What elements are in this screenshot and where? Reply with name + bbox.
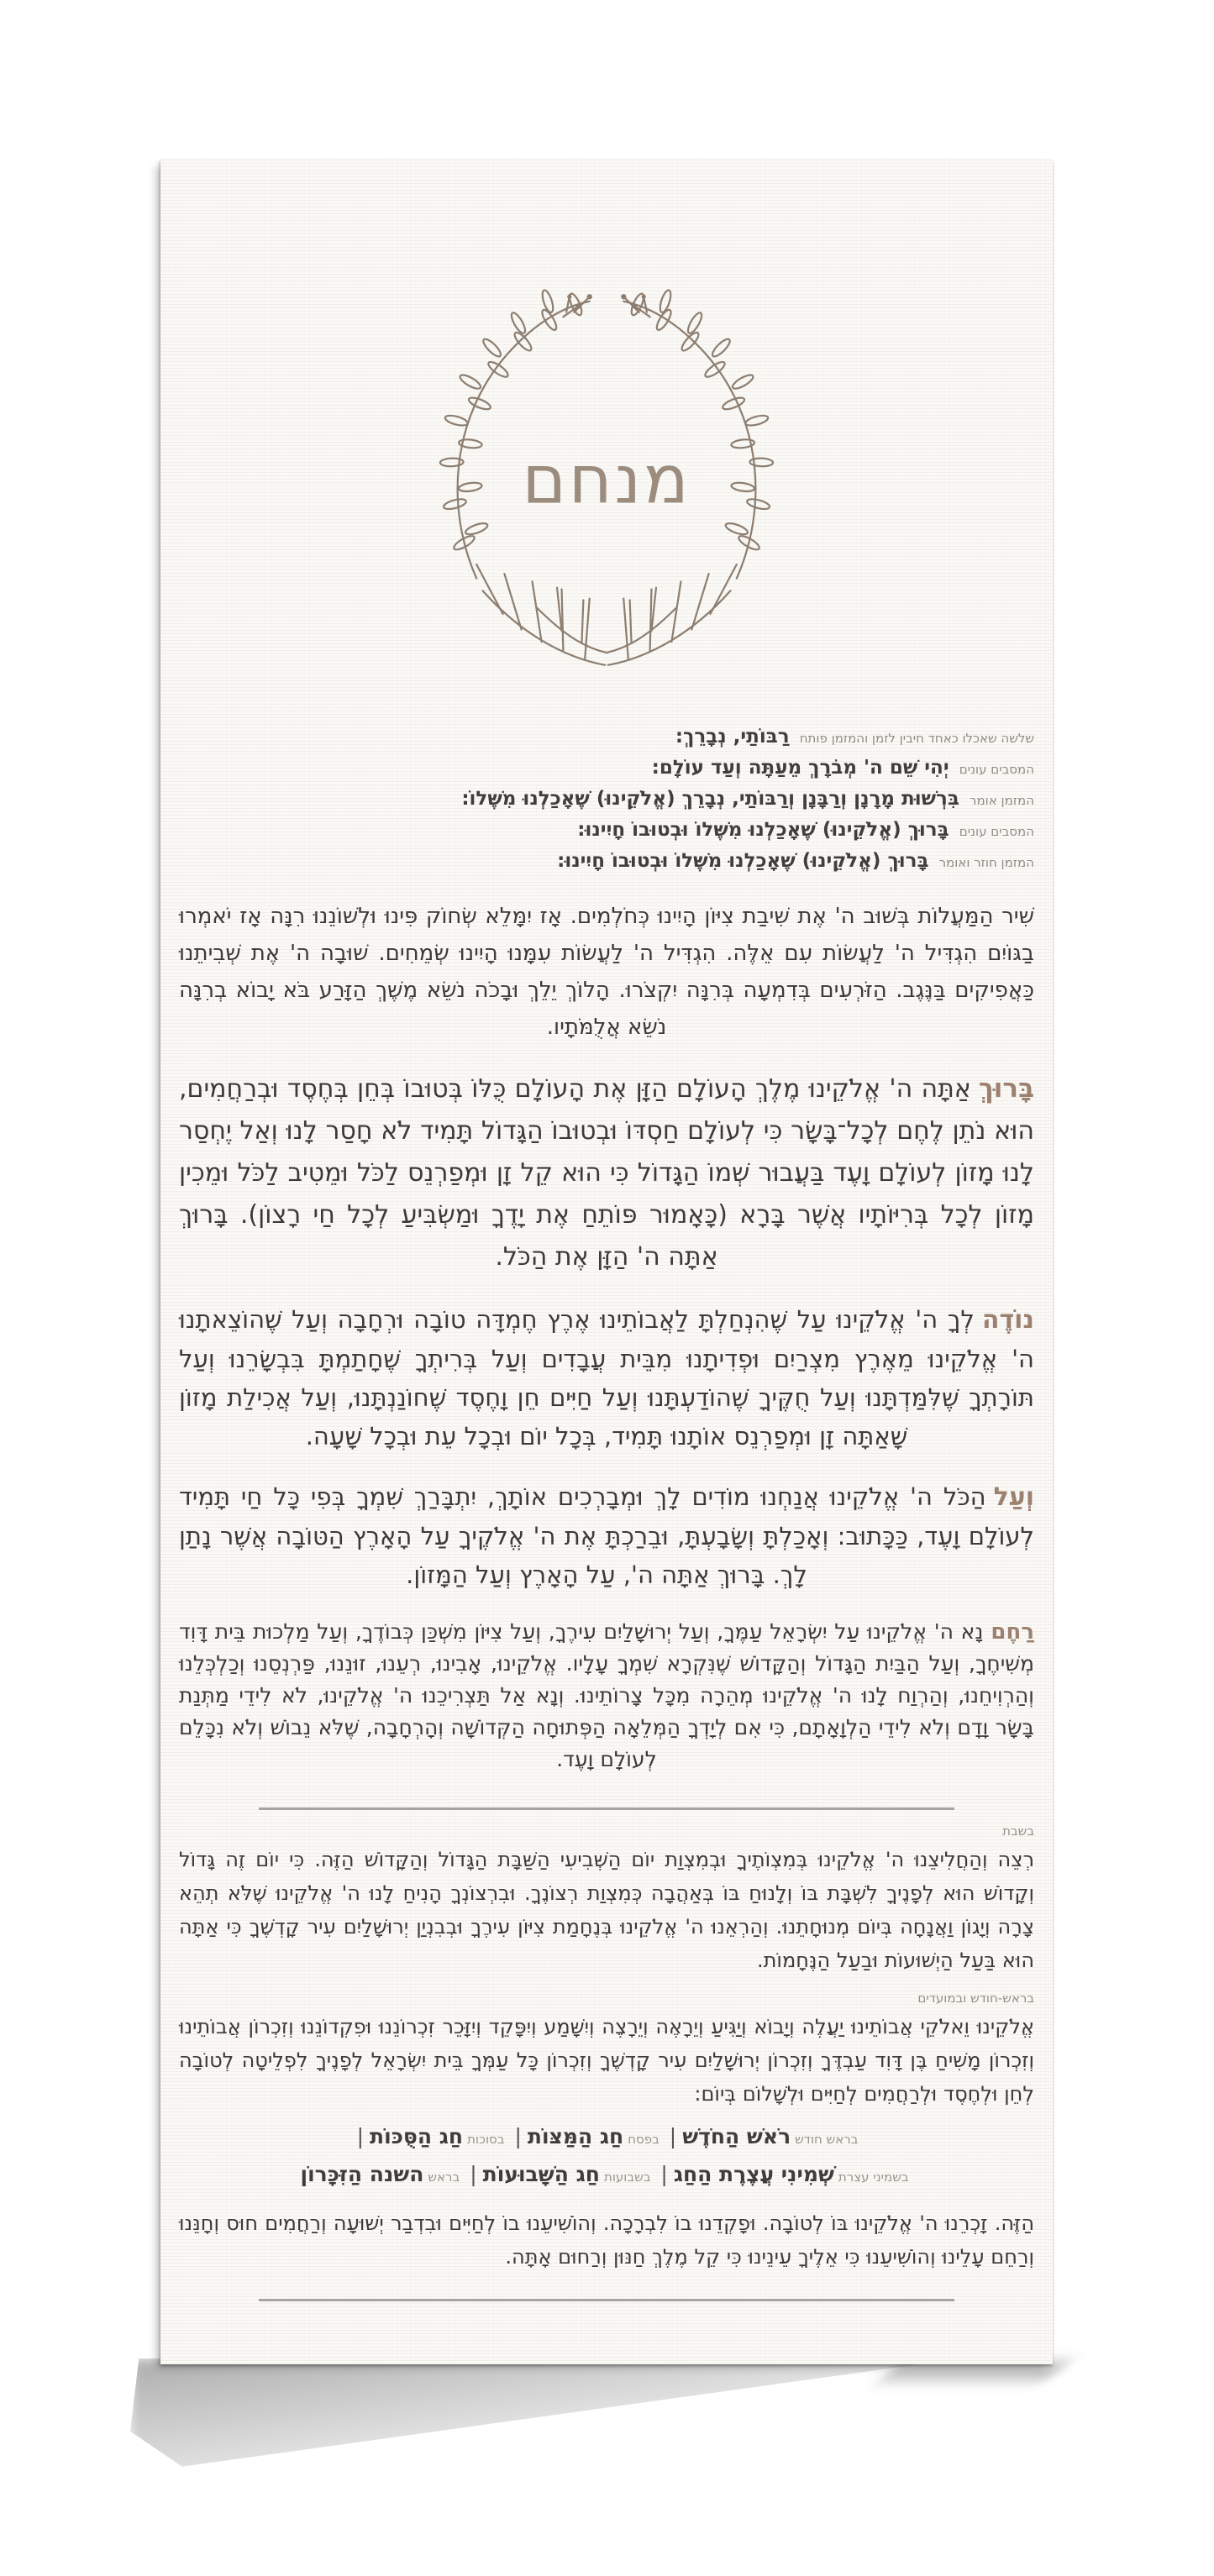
page-curl-shadow (130, 2358, 996, 2476)
occasion-separator: | (356, 2124, 365, 2148)
wreath-name: מנחם (522, 440, 691, 519)
zimun-instruction: המזמן חוזר ואומר (938, 855, 1034, 870)
blessing-hazan (179, 1068, 1034, 1278)
occasion-separator: | (660, 2162, 668, 2186)
shabbat-retzeh-text: רְצֵה וְהַחֲלִיצֵנוּ ה' אֱלֹקֵינוּ בְּמִצְוֹתֶיךָ וּבְמִצְוַת יוֹם הַשְּׁבִיעִי הַשַּׁבָּת הַגָּדוֹל וְהַקָּדוֹשׁ הַזֶּה. כִּי יוֹם זֶה גָּדוֹל וְקָדוֹשׁ הוּא לְפָנֶיךָ לִשְׁבָּת בּוֹ וְלָנוּחַ בּוֹ בְּאַהֲבָה כְּמִצְוַת רְצוֹנֶךָ. וּבִרְצוֹנְךָ הָנִיחַ לָנוּ ה' אֱלֹקֵינוּ שֶׁלֹּא תְהֵא צָרָה וְיָגוֹן וַאֲנָחָה בְּיוֹם מְנוּחָתֵנוּ. וְהַרְאֵנוּ ה' אֱלֹקֵינוּ בְּנֶחָמַת צִיּוֹן עִירֶךָ וּבְבִנְיַן יְרוּשָׁלַיִם עִיר קָדְשֶׁךָ כִּי אַתָּה הוּא בַּעַל הַיְשׁוּעוֹת וּבַעַל הַנֶּחָמוֹת. (179, 1848, 1034, 1972)
occasion-condition: בסוכות (467, 2132, 505, 2147)
section-divider (259, 2299, 954, 2301)
zimun-text: רַבּוֹתַי, נְבָרֵךְ: (675, 726, 790, 748)
shabbat-section-label: בשבת (1002, 1823, 1034, 1839)
blessing-body: נָא ה' אֱלֹקֵינוּ עַל יִשְׂרָאֵל עַמֶּךָ, וְעַל יְרוּשָׁלַיִם עִירֶךָ, וְעַל צִיּוֹן מִשְׁכַּן כְּבוֹדֶךָ, וְעַל מַלְכוּת בֵּית דָּוִד מְשִׁיחֶךָ, וְעַל הַבַּיִת הַגָּדוֹל וְהַקָּדוֹשׁ שֶׁנִּקְרָא שִׁמְךָ עָלָיו. אֱלֹקֵינוּ, אָבִינוּ, רְעֵנוּ, זוּנֵנוּ, פַּרְנְסֵנוּ וְכַלְכְּלֵנוּ וְהַרְוִיחֵנוּ, וְהַרְוַח לָנוּ ה' אֱלֹקֵינוּ מְהֵרָה מִכָּל צָרוֹתֵינוּ. וְנָא אַל תַּצְרִיכֵנוּ ה' אֱלֹקֵינוּ, לֹא לִידֵי מַתְּנַת בָּשָׂר וָדָם וְלֹא לִידֵי הַלְוָאָתָם, כִּי אִם לְיָדְךָ הַמְּלֵאָה הַפְּתוּחָה הַקְּדוֹשָׁה וְהָרְחָבָה, שֶׁלֹּא נֵבוֹשׁ וְלֹא נִכָּלֵם לְעוֹלָם וָעֶד. (179, 1619, 1034, 1771)
occasion-condition: בפסח (628, 2132, 660, 2147)
occasion-separator: | (470, 2162, 477, 2186)
zimun-instruction: המסבים עונים (959, 762, 1034, 777)
bencher-card (160, 160, 1053, 2364)
occasion-condition: בשמיני עצרת (838, 2169, 909, 2185)
blessing-body: אַתָּה ה' אֱלֹקֵינוּ מֶלֶךְ הָעוֹלָם הַזָּן אֶת הָעוֹלָם כֻּלּוֹ בְּטוּבוֹ בְּחֵן בְּחֶסֶד וּבְרַחֲמִים, הוּא נֹתֵן לֶחֶם לְכָל־בָּשָׂר כִּי לְעוֹלָם חַסְדּוֹ וּבְטוּבוֹ הַגָּדוֹל תָּמִיד לֹא חָסַר לָנוּ וְאַל יֶחְסַר לָנוּ מָזוֹן לְעוֹלָם וָעֶד בַּעֲבוּר שְׁמוֹ הַגָּדוֹל כִּי הוּא קֵל זָן וּמְפַרְנֵס לַכֹּל וּמֵטִיב לַכֹּל וּמֵכִין מָזוֹן לְכָל בְּרִיּוֹתָיו אֲשֶׁר בָּרָא (כָּאָמוּר פּוֹתֵחַ אֶת יָדֶךָ וּמַשְׂבִּיעַ לְכָל חַי רָצוֹן). בָּרוּךְ אַתָּה ה' הַזָּן אֶת הַכֹּל. (179, 1074, 1034, 1272)
occasion-name: שְׁמִינִי עֲצֶרֶת הַחַג (673, 2162, 834, 2186)
occasion-separator: | (669, 2124, 677, 2148)
occasion-name: חַג הַמַּצּוֹת (527, 2124, 624, 2148)
wreath-graphic (390, 267, 823, 685)
zimun-line (179, 722, 1034, 753)
zimun-text: בָּרוּךְ (אֱלֹקֵינוּ) שֶׁאָכַלְנוּ מִשֶּׁלוֹ וּבְטוּבוֹ חָיִינוּ: (557, 850, 929, 872)
page-curl-shadow-right (880, 2362, 1069, 2380)
blessing-rachem (179, 1616, 1034, 1776)
zimun-instruction: שלשה שאכלו כאחד חיבין לזמן והמזמן פותח (799, 731, 1034, 746)
occasion-name: חַג הַסֻּכּוֹת (370, 2124, 464, 2148)
blessing-lead-word: וְעַל (993, 1482, 1034, 1512)
zimun-text: בִּרְשׁוּת מָרָנָן וְרַבָּנָן וְרַבּוֹתַי, נְבָרֵךְ (אֱלֹקֵינוּ) שֶׁאָכַלְנוּ מִשֶּׁלוֹ: (461, 788, 959, 810)
blessing-lead-word: נוֹדֶה (981, 1305, 1034, 1335)
section-divider (259, 1807, 954, 1810)
blessing-nodeh (179, 1300, 1034, 1456)
occasion-condition: בראש חודש (795, 2132, 859, 2147)
zimun-line (179, 816, 1034, 847)
zimun-line (179, 753, 1034, 784)
psalm-shir-hamaalot: שִׁיר הַמַּעֲלוֹת בְּשׁוּב ה' אֶת שִׁיבַת צִיּוֹן הָיִינוּ כְּחֹלְמִים. אָז יִמָּלֵא שְׂחוֹק פִּינוּ וּלְשׁוֹנֵנוּ רִנָּה אָז יֹאמְרוּ בַגּוֹיִם הִגְדִּיל ה' לַעֲשׂוֹת עִם אֵלֶּה. הִגְדִּיל ה' לַעֲשׂוֹת עִמָּנוּ הָיִינוּ שְׂמֵחִים. שׁוּבָה ה' אֶת שְׁבִיתֵנוּ כַּאֲפִיקִים בַּנֶּגֶב. הַזֹּרְעִים בְּדִמְעָה בְּרִנָּה יִקְצֹרוּ. הָלוֹךְ יֵלֵךְ וּבָכֹה נֹשֵׂא מֶשֶׁךְ הַזָּרַע בֹּא יָבוֹא בְרִנָּה נֹשֵׂא אֲלֻמֹּתָיו. (179, 904, 1034, 1040)
occasion-condition: בראש (428, 2169, 460, 2185)
blessing-body: לְךָ ה' אֱלֹקֵינוּ עַל שֶׁהִנְחַלְתָּ לַאֲבוֹתֵינוּ אֶרֶץ חֶמְדָּה טוֹבָה וּרְחָבָה וְעַל שֶׁהוֹצֵאתָנוּ ה' אֱלֹקֵינוּ מֵאֶרֶץ מִצְרַיִם וּפְדִיתָנוּ מִבֵּית עֲבָדִים וְעַל בְּרִיתְךָ שֶׁחָתַמְתָּ בִּבְשָׂרֵנוּ וְעַל תּוֹרָתְךָ שֶׁלִּמַּדְתָּנוּ וְעַל חֻקֶּיךָ שֶׁהוֹדַעְתָּנוּ וְעַל חַיִּים חֵן וָחֶסֶד שֶׁחוֹנַנְתָּנוּ, וְעַל אֲכִילַת מָזוֹן שָׁאַתָּה זָן וּמְפַרְנֵס אוֹתָנוּ תָּמִיד, בְּכָל יוֹם וּבְכָל עֵת וּבְכָל שָׁעָה. (179, 1305, 1034, 1451)
zimun-instruction: המסבים עונים (959, 824, 1034, 839)
occasion-separator: | (514, 2124, 522, 2148)
holidays-closing-text: הַזֶּה. זָכְרֵנוּ ה' אֱלֹקֵינוּ בּוֹ לְטוֹבָה. וּפָקְדֵנוּ בוֹ לִבְרָכָה. וְהוֹשִׁיעֵנוּ בוֹ לְחַיִּים וּבִדְבַר יְשׁוּעָה וְרַחֲמִים חוּס וְחָנֵּנוּ וְרַחֵם עָלֵינוּ וְהוֹשִׁיעֵנוּ כִּי אֵלֶיךָ עֵינֵינוּ כִּי קֵל מֶלֶךְ חַנּוּן וְרַחוּם אָתָּה. (179, 2211, 1034, 2269)
occasion-condition: בשבועות (603, 2169, 651, 2185)
occasion-name: רֹאשׁ הַחֹדֶשׁ (682, 2124, 791, 2148)
holidays-section-label: בראש-חודש ובמועדים (917, 1991, 1034, 2006)
holiday-occasions (179, 2119, 1034, 2195)
card-content (160, 267, 1053, 2364)
zimun-line (179, 784, 1034, 816)
zimun-section (179, 722, 1034, 878)
wreath (390, 267, 823, 685)
zimun-text: יְהִי שֵׁם ה' מְבֹרָךְ מֵעַתָּה וְעַד עוֹלָם: (651, 757, 949, 779)
blessing-body: הַכֹּל ה' אֱלֹקֵינוּ אֲנַחְנוּ מוֹדִים לָךְ וּמְבָרְכִים אוֹתָךְ, יִתְבָּרַךְ שִׁמְךָ בְּפִי כָּל חַי תָּמִיד לְעוֹלָם וָעֶד, כַּכָּתוּב: וְאָכַלְתָּ וְשָׂבָעְתָּ, וּבֵרַכְתָּ אֶת ה' אֱלֹקֶיךָ עַל הָאָרֶץ הַטּוֹבָה אֲשֶׁר נָתַן לָךְ. בָּרוּךְ אַתָּה ה', עַל הָאָרֶץ וְעַל הַמָּזוֹן. (179, 1482, 1034, 1589)
blessing-veal-hakol (179, 1477, 1034, 1594)
zimun-instruction: המזמן אומר (970, 793, 1034, 808)
yaaleh-veyavo-text: אֱלֹקֵינוּ וֵאלֹקֵי אֲבוֹתֵינוּ יַעֲלֶה וְיָבוֹא וְיַגִּיעַ וְיֵרָאֶה וְיֵרָצֶה וְיִשָּׁמַע וְיִפָּקֵד וְיִזָּכֵר זִכְרוֹנֵנוּ וּפִקְדוֹנֵנוּ וְזִכְרוֹן אֲבוֹתֵינוּ וְזִכְרוֹן מָשִׁיחַ בֶּן דָּוִד עַבְדֶּךָ וְזִכְרוֹן יְרוּשָׁלַיִם עִיר קָדְשֶׁךָ וְזִכְרוֹן כָּל עַמְּךָ בֵּית יִשְׂרָאֵל לְפָנֶיךָ לִפְלֵיטָה לְטוֹבָה לְחֵן וּלְחֶסֶד וּלְרַחֲמִים לְחַיִּים וּלְשָׁלוֹם בְּיוֹם: (179, 2015, 1034, 2106)
blessing-lead-word: רַחֶם (991, 1619, 1034, 1645)
occasions-row (179, 2157, 1034, 2195)
blessing-lead-word: בָּרוּךְ (978, 1073, 1034, 1104)
zimun-text: בָּרוּךְ (אֱלֹקֵינוּ) שֶׁאָכַלְנוּ מִשֶּׁלוֹ וּבְטוּבוֹ חָיִינוּ: (577, 819, 949, 841)
occasion-name: חַג הַשָּׁבוּעוֹת (482, 2162, 600, 2186)
occasion-name: השנה הַזִּכָּרוֹן (300, 2162, 424, 2186)
zimun-line (179, 847, 1034, 878)
occasions-row (179, 2119, 1034, 2157)
